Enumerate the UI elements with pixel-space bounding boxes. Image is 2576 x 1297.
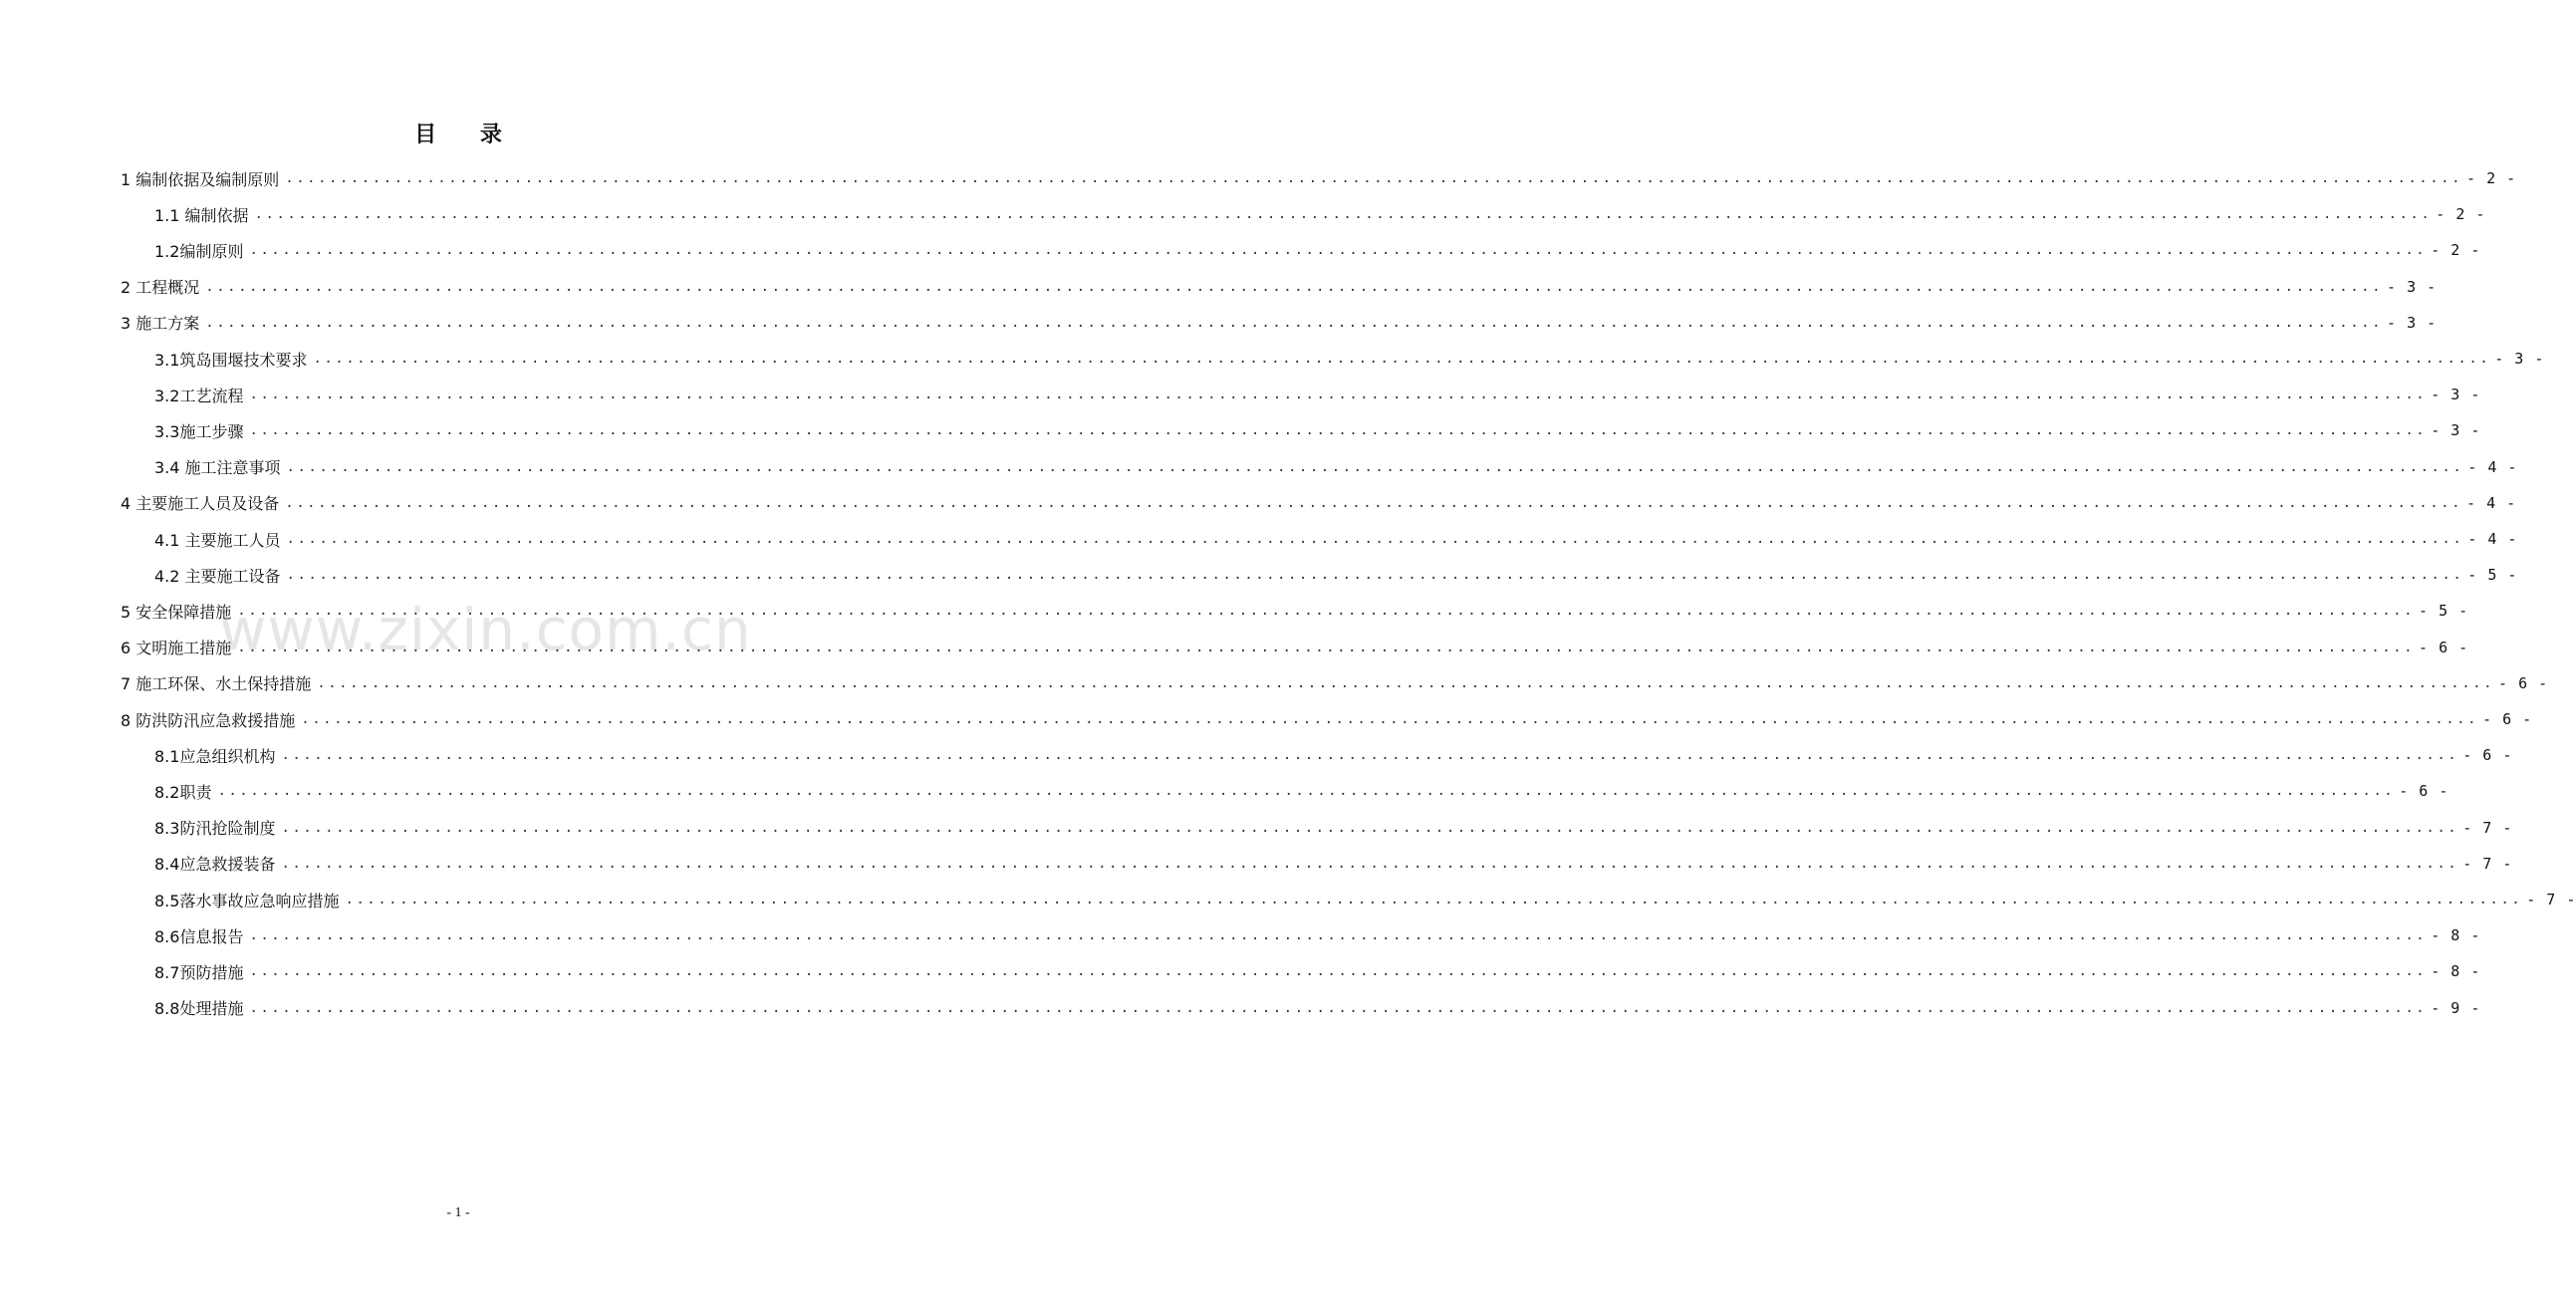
toc-entry[interactable]: [0, 954, 2481, 988]
toc-entry[interactable]: [0, 161, 2517, 195]
toc-leader-dots: ........................................................................................................................................................................................................: [249, 242, 2428, 259]
toc-leader-dots: ........................................................................................................................................................................................................: [205, 278, 2384, 295]
toc-entry-title: 1.2编制原则: [154, 241, 244, 261]
toc-leader-dots: ........................................................................................................................................................................................................: [301, 711, 2479, 727]
toc-entry-page: - 4 -: [2467, 457, 2518, 476]
toc-entry-title: 4.1 主要施工人员: [154, 530, 281, 550]
toc-leader-dots: ........................................................................................................................................................................................................: [249, 927, 2428, 944]
toc-entry[interactable]: [0, 738, 2513, 772]
toc-leader-dots: ........................................................................................................................................................................................................: [205, 314, 2384, 331]
toc-entry-page: - 6 -: [2399, 782, 2449, 801]
toc-entry-title: 8.4应急救援装备: [154, 855, 276, 875]
toc-entry[interactable]: [0, 811, 2513, 845]
toc-entry-page: - 3 -: [2431, 421, 2481, 440]
toc-entry-title: 4.2 主要施工设备: [154, 566, 281, 586]
toc-entry[interactable]: [0, 991, 2481, 1025]
toc-entry-title: 4 主要施工人员及设备: [121, 494, 280, 514]
toc-entry-title: 3.4 施工注意事项: [154, 458, 281, 478]
toc-leader-dots: ........................................................................................................................................................................................................: [217, 783, 2396, 800]
toc-entry-title: 7 施工环保、水土保持措施: [121, 674, 312, 694]
toc-entry[interactable]: [0, 883, 2576, 916]
toc-entry[interactable]: [0, 306, 2438, 340]
toc-entry-title: 8.5落水事故应急响应措施: [154, 891, 340, 910]
toc-entry-page: - 2 -: [2466, 169, 2517, 187]
toc-leader-dots: ........................................................................................................................................................................................................: [286, 567, 2464, 584]
toc-entry[interactable]: [0, 342, 2545, 376]
page-title: 目 录: [414, 123, 520, 147]
toc-entry[interactable]: [0, 631, 2469, 664]
toc-entry-page: - 7 -: [2462, 854, 2513, 873]
toc-entry-title: 3.3施工步骤: [154, 421, 244, 441]
toc-entry-page: - 9 -: [2431, 998, 2481, 1017]
toc-leader-dots: ........................................................................................................................................................................................................: [237, 639, 2416, 655]
toc-entry[interactable]: [0, 486, 2517, 520]
toc-entry-page: - 7 -: [2526, 891, 2576, 908]
toc-entry-page: - 8 -: [2431, 926, 2481, 945]
page-number: - 1 -: [446, 1205, 470, 1220]
toc-entry-page: - 6 -: [2482, 710, 2533, 728]
toc-entry-page: - 3 -: [2387, 277, 2438, 296]
toc-entry-page: - 3 -: [2387, 313, 2438, 332]
toc-entry[interactable]: [0, 558, 2518, 592]
toc-entry-page: - 3 -: [2494, 350, 2545, 368]
toc-entry-title: 1 编制依据及编制原则: [121, 169, 280, 189]
toc-leader-dots: ........................................................................................................................................................................................................: [254, 206, 2433, 223]
toc-entry-title: 8.8处理措施: [154, 999, 244, 1019]
toc-entry[interactable]: [0, 197, 2486, 231]
toc-entry[interactable]: [0, 378, 2481, 411]
toc-entry-page: - 4 -: [2467, 530, 2518, 548]
toc-entry-title: 8.6信息报告: [154, 926, 244, 946]
toc-leader-dots: ........................................................................................................................................................................................................: [317, 674, 2495, 691]
toc-entry-title: 3 施工方案: [121, 314, 200, 334]
toc-entry[interactable]: [0, 666, 2549, 700]
toc-leader-dots: ........................................................................................................................................................................................................: [249, 999, 2428, 1016]
toc-leader-dots: ........................................................................................................................................................................................................: [249, 422, 2428, 439]
toc-entry-title: 5 安全保障措施: [121, 602, 232, 622]
toc-entry-title: 3.2工艺流程: [154, 386, 244, 405]
toc-entry[interactable]: [0, 594, 2469, 628]
toc-entry-page: - 2 -: [2431, 241, 2481, 260]
toc-leader-dots: ........................................................................................................................................................................................................: [345, 892, 2523, 908]
toc-leader-dots: ........................................................................................................................................................................................................: [285, 494, 2463, 511]
toc-entry-title: 1.1 编制依据: [154, 205, 249, 225]
watermark: www.zixin.com.cn: [219, 596, 752, 663]
toc-entry-title: 8 防洪防汛应急救援措施: [121, 710, 296, 730]
toc-leader-dots: ........................................................................................................................................................................................................: [281, 855, 2459, 872]
toc-entry[interactable]: [0, 233, 2481, 267]
toc-entry-page: - 6 -: [2498, 673, 2549, 692]
toc-leader-dots: ........................................................................................................................................................................................................: [249, 963, 2428, 980]
toc-entry-page: - 8 -: [2431, 962, 2481, 981]
toc-entry-page: - 6 -: [2462, 746, 2513, 765]
toc-entry-title: 8.1应急组织机构: [154, 746, 276, 766]
toc-entry-title: 3.1筑岛围堰技术要求: [154, 350, 308, 370]
toc-entry-page: - 4 -: [2466, 493, 2517, 512]
toc-entry[interactable]: [0, 450, 2518, 484]
toc-entry-page: - 5 -: [2419, 602, 2469, 621]
toc-entry[interactable]: [0, 413, 2481, 447]
toc-entry[interactable]: [0, 270, 2438, 304]
toc-leader-dots: ........................................................................................................................................................................................................: [237, 603, 2416, 620]
toc-entry[interactable]: [0, 847, 2513, 881]
toc-leader-dots: ........................................................................................................................................................................................................: [313, 351, 2491, 367]
toc-leader-dots: ........................................................................................................................................................................................................: [249, 387, 2428, 403]
toc-entry-page: - 5 -: [2467, 566, 2518, 585]
toc-entry-title: 2 工程概况: [121, 278, 200, 298]
toc-entry-page: - 2 -: [2436, 205, 2486, 224]
toc-leader-dots: ........................................................................................................................................................................................................: [286, 458, 2464, 475]
toc-entry-title: 8.3防汛抢险制度: [154, 819, 276, 839]
toc-entry-title: 6 文明施工措施: [121, 639, 232, 658]
toc-entry[interactable]: [0, 702, 2533, 736]
toc-leader-dots: ........................................................................................................................................................................................................: [281, 819, 2459, 836]
toc-entry-title: 8.7预防措施: [154, 962, 244, 982]
toc-leader-dots: ........................................................................................................................................................................................................: [281, 747, 2459, 764]
toc-entry[interactable]: [0, 918, 2481, 952]
toc-leader-dots: ........................................................................................................................................................................................................: [285, 170, 2463, 186]
toc-entry-title: 8.2职责: [154, 782, 212, 802]
toc-leader-dots: ........................................................................................................................................................................................................: [286, 531, 2464, 547]
toc-entry-page: - 3 -: [2431, 386, 2481, 404]
toc-entry[interactable]: [0, 522, 2518, 556]
toc-entry-page: - 6 -: [2419, 638, 2469, 656]
toc-entry-page: - 7 -: [2462, 818, 2513, 837]
toc-entry[interactable]: [0, 774, 2449, 808]
